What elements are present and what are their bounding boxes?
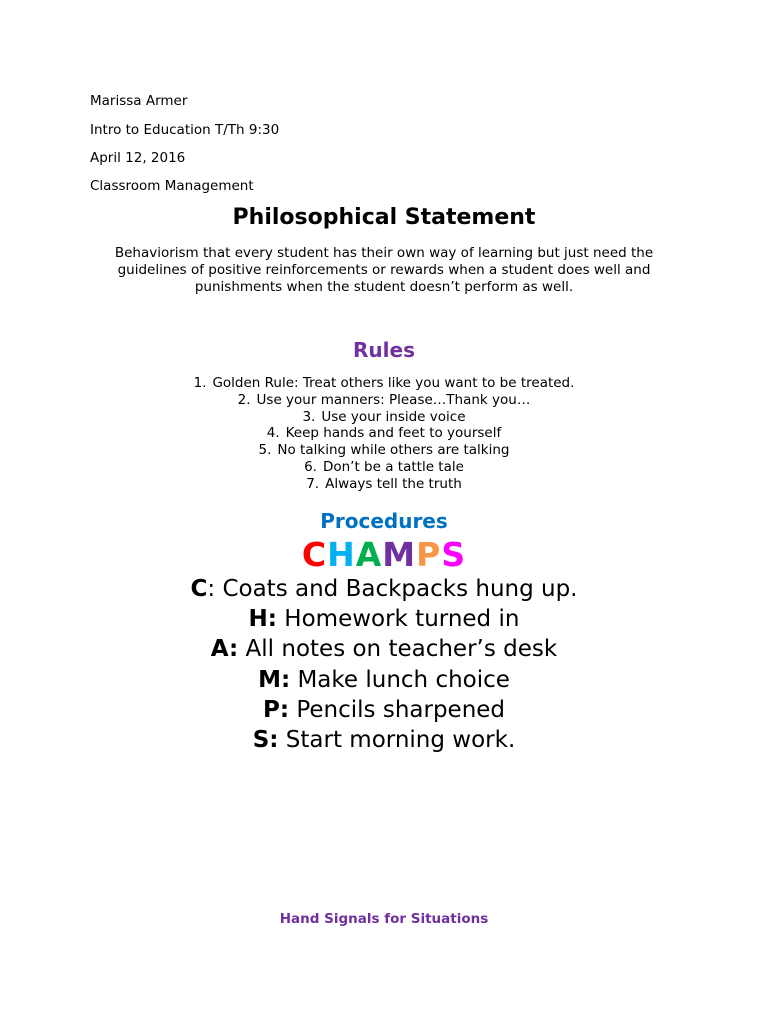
rule-number: 1.	[193, 375, 207, 391]
champs-letter-p: P	[416, 535, 442, 574]
procedure-item	[0, 634, 768, 664]
procedure-text: Make lunch choice	[290, 666, 510, 693]
statement-title: Philosophical Statement	[232, 205, 536, 230]
rule-number: 4.	[266, 425, 280, 442]
rule-text: No talking while others are talking	[277, 442, 510, 459]
procedure-text: Homework turned in	[276, 606, 520, 633]
rule-text: Use your manners: Please…Thank you…	[256, 391, 531, 408]
rule-item	[0, 476, 768, 493]
procedure-letter: S:	[252, 727, 279, 754]
champs-acronym	[0, 533, 768, 577]
procedure-letter: C	[190, 576, 208, 602]
procedure-text: Pencils sharpened	[289, 696, 506, 723]
document-date: April 12, 2016	[90, 150, 186, 166]
document-topic: Classroom Management	[90, 178, 254, 194]
rule-item	[0, 459, 768, 476]
rule-item	[0, 375, 768, 392]
rule-text: Don’t be a tattle tale	[322, 458, 464, 475]
procedure-item	[0, 695, 768, 725]
rule-number: 2.	[237, 391, 251, 408]
procedure-letter: A:	[210, 636, 239, 663]
procedure-text: All notes on teacher’s desk	[238, 636, 558, 663]
procedure-letter: P:	[262, 696, 290, 723]
rule-text: Use your inside voice	[321, 408, 466, 425]
procedure-text: Coats and Backpacks hung up.	[215, 576, 578, 602]
rule-text: Keep hands and feet to yourself	[285, 425, 502, 442]
rule-text: Golden Rule: Treat others like you want to be treated.	[212, 375, 575, 391]
rules-heading: Rules	[353, 338, 415, 362]
procedure-text: Start morning work.	[278, 727, 516, 754]
champs-letter-c: C	[301, 535, 328, 574]
rule-number: 3.	[302, 408, 316, 425]
procedure-letter: H:	[248, 606, 277, 633]
procedures-heading: Procedures	[320, 509, 448, 533]
champs-letter-m: M	[382, 535, 417, 574]
rule-text: Always tell the truth	[325, 475, 462, 492]
rule-item	[0, 392, 768, 409]
champs-letter-h: H	[327, 535, 356, 574]
rule-item	[0, 425, 768, 442]
champs-letter-a: A	[355, 535, 383, 574]
procedure-item	[0, 665, 768, 695]
procedure-item	[0, 574, 768, 604]
rule-number: 6.	[304, 458, 317, 475]
procedure-letter: M:	[258, 666, 291, 693]
procedure-separator: :	[207, 576, 216, 602]
champs-procedure-list	[0, 574, 768, 755]
rule-item	[0, 409, 768, 426]
statement-body: Behaviorism that every student has their own way of learning but just need the guidelines of positive reinforcements or rewards when a student does well and punishments when the student doesn’t perform as well.	[114, 245, 654, 295]
rule-number: 7.	[306, 475, 320, 492]
hand-signals-heading: Hand Signals for Situations	[279, 911, 489, 927]
author-name: Marissa Armer	[90, 93, 188, 109]
champs-letter-s: S	[441, 535, 467, 574]
rule-item	[0, 442, 768, 459]
rules-list	[0, 375, 768, 493]
procedure-item	[0, 604, 768, 634]
rule-number: 5.	[258, 442, 272, 459]
course-name: Intro to Education T/Th 9:30	[90, 122, 280, 138]
procedure-item	[0, 725, 768, 755]
